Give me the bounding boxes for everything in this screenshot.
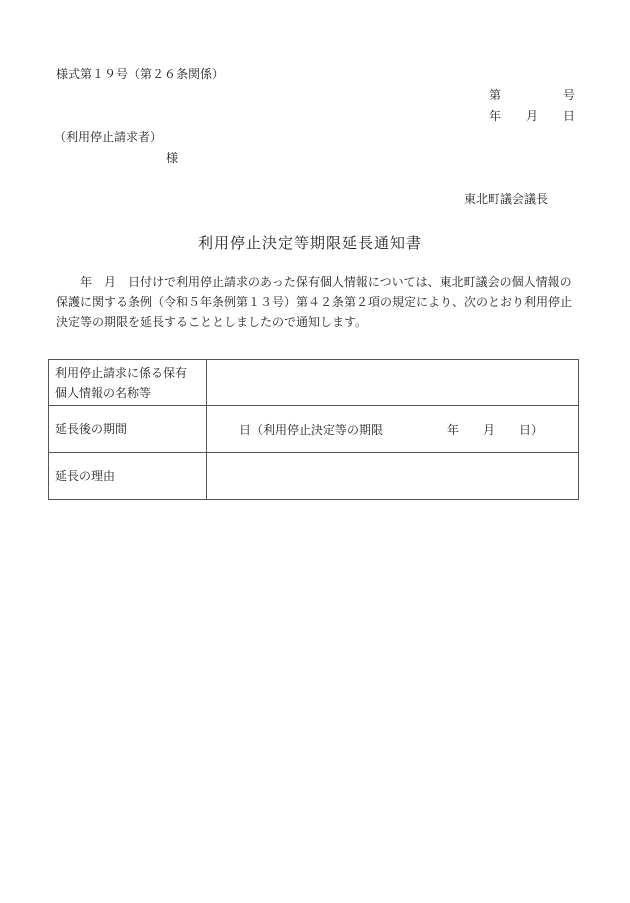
sender-name: 東北町議会議長 [464,192,549,206]
row-label-reason: 延長の理由 [49,453,207,500]
table-row [49,406,579,453]
recipient-label: （利用停止請求者） [54,130,163,144]
period-end: 日） [519,422,544,437]
label-line: 利用停止請求に係る保有 [55,365,188,380]
extension-table [48,359,579,500]
period-month: 月 [483,422,496,437]
date-year: 年 [489,109,502,123]
body-text: 年 月 日付けで利用停止請求のあった保有個人情報については、東北町議会の個人情報の保護に関する条例（令和５年条例第１３号）第４２条第２項の規定により、次のとおり利用停止決定等の期限を延長することとしましたので通知します。 [56,275,573,329]
doc-number-suffix: 号 [563,88,576,102]
form-number: 様式第１９号（第２６条関係） [56,67,225,81]
row-label-info-name [49,360,207,406]
recipient-honorific: 様 [166,151,179,165]
table-row [49,360,579,406]
label-line: 個人情報の名称等 [55,385,152,400]
row-label-extended-period: 延長後の期間 [49,406,207,453]
row-value-info-name[interactable] [207,360,579,406]
date-day: 日 [563,109,576,123]
doc-number-prefix: 第 [489,88,502,102]
row-value-extended-period[interactable] [207,406,579,453]
period-days: 日（利用停止決定等の期限 [239,422,384,437]
period-year: 年 [447,422,460,437]
date-month: 月 [526,109,539,123]
table-row [49,453,579,500]
document-title: 利用停止決定等期限延長通知書 [198,234,423,252]
row-value-reason[interactable] [207,453,579,500]
